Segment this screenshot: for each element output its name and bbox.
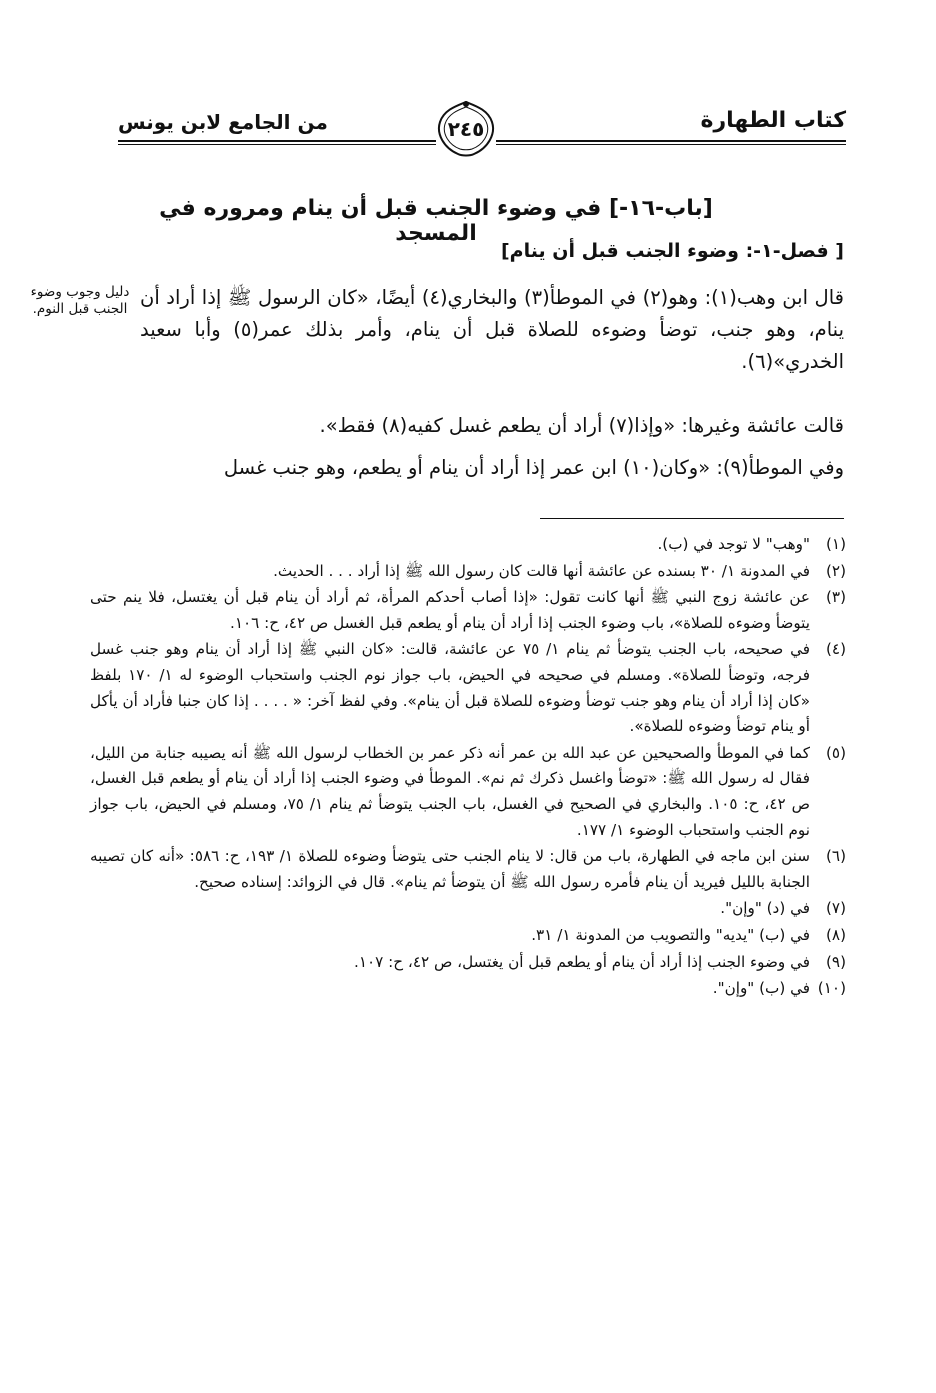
footnote-number: (٥) — [825, 743, 846, 762]
footnote — [90, 950, 846, 976]
footnote-number: (٤) — [825, 640, 846, 659]
footnote-text: في وضوء الجنب إذا أراد أن ينام أو يطعم قبل أن يغتسل، ص ٤٢، ح: ١٠٧. — [354, 952, 810, 971]
footnote — [90, 844, 846, 895]
footnote-separator — [540, 518, 844, 519]
footnote-number: (١) — [825, 535, 846, 553]
footnote-text: في صحيحه، باب الجنب يتوضأ ثم ينام ١/ ٧٥ عن عائشة، قالت: «كان النبي ﷺ إذا أراد أن ينام وهو جنب غسل فرجه، وتوضأ للصلاة». ومسلم في صحيحه في الحيض، باب جواز نوم الجنب واستحباب الوضوء له ١/ ١٧٠ بلفظ «كان إذا أراد أن ينام وهو جنب توضأ وضوءه للصلاة قبل أن ينام». وفي لفظ آخر: « . . . . إذا كان جنبا فأراد أن يأكل أو ينام توضأ وضوءه للصلاة». — [90, 640, 811, 736]
footnote — [90, 637, 846, 739]
footnote-number: (٧) — [825, 899, 846, 918]
footnote-text: في المدونة ١/ ٣٠ بسنده عن عائشة أنها قالت كان رسول الله ﷺ إذا أراد . . . الحديث. — [273, 561, 810, 580]
paragraph-1: قال ابن وهب(١): وهو(٢) في الموطأ(٣) والبخاري(٤) أيضًا، «كان الرسول ﷺ إذا أراد أن ينام، وهو جنب، توضأ وضوءه للصلاة قبل أن ينام، وأمر بذلك عمر(٥) وأبا سعيد الخدري»(٦). — [140, 286, 844, 373]
section-heading: [ فصل-١-: وضوء الجنب قبل أن ينام] — [500, 240, 844, 262]
page-number-text: ٢٤٥ — [447, 117, 485, 141]
footnote — [90, 559, 846, 585]
footnote-number: (٩) — [825, 952, 846, 971]
paragraph-3: وفي الموطأ(٩): «وكان(١٠) ابن عمر إذا أراد أن ينام أو يطعم، وهو جنب غسل — [223, 456, 844, 479]
footnote-text: كما في الموطأ والصحيحين عن عبد الله بن عمر أنه ذكر عمر بن الخطاب لرسول الله ﷺ أنه يصيبه جنابة من الليل، فقال له رسول الله ﷺ: «توضأ واغسل ذكرك ثم نم». الموطأ في وضوء الجنب إذا أراد أن ينام أو يطعم قبل الغسل، ص ٤٢، ح: ١٠٥. والبخاري في الصحيح في الغسل، باب الجنب يتوضأ ثم ينام ١/ ٧٥، ومسلم في الحيض، باب جواز نوم الجنب واستحباب الوضوء ١/ ١٧٧. — [90, 743, 810, 839]
page-number — [436, 100, 496, 158]
footnote-text: "وهب" لا توجد في (ب). — [657, 535, 810, 553]
footnote-text: في (د) "وإن". — [720, 899, 810, 918]
footnote — [90, 896, 846, 922]
footnote-number: (٣) — [825, 588, 846, 607]
footnote-number: (١٠) — [817, 979, 846, 998]
footnote — [90, 585, 846, 636]
footnote — [90, 923, 846, 949]
footnote — [90, 976, 846, 1002]
paragraph-2: قالت عائشة وغيرها: «وإذا(٧) أراد أن يطعم غسل كفيه(٨) فقط». — [319, 414, 844, 437]
running-header — [118, 100, 846, 150]
footnote-text: في (ب) "وإن". — [712, 979, 810, 998]
margin-note: دليل وجوب وضوء الجنب قبل النوم. — [30, 284, 130, 317]
footnote — [90, 532, 846, 558]
series-title: من الجامع لابن يونس — [118, 110, 328, 134]
footnote-number: (٢) — [825, 561, 846, 580]
footnotes — [90, 532, 846, 1003]
footnote-text: عن عائشة زوج النبي ﷺ أنها كانت تقول: «إذا أصاب أحدكم المرأة، ثم أراد أن ينام قبل أن يغتسل، فلا ينم حتى يتوضأ وضوءه للصلاة»، باب وضوء الجنب إذا أراد أن ينام أو يطعم قبل الغسل ص ٤٢، ح: ١٠٦. — [90, 588, 810, 632]
footnote-number: (٦) — [825, 847, 846, 866]
chapter-heading: [باب-١٦-] في وضوء الجنب قبل أن ينام ومروره في المسجد — [159, 196, 713, 246]
book-title: كتاب الطهارة — [700, 108, 846, 133]
footnote-number: (٨) — [825, 925, 846, 944]
footnote — [90, 741, 846, 843]
footnote-text: سنن ابن ماجه في الطهارة، باب من قال: لا ينام الجنب حتى يتوضأ وضوءه للصلاة ١/ ١٩٣، ح: ٥٨٦: «أنه كان تصيبه الجنابة بالليل فيريد أن ينام فأمره رسول الله ﷺ أن يتوضأ ثم ينام». قال في الزوائد: إسناده صحيح. — [90, 847, 810, 891]
footnote-text: في (ب) "يديه" والتصويب من المدونة ١/ ٣١. — [531, 925, 810, 944]
